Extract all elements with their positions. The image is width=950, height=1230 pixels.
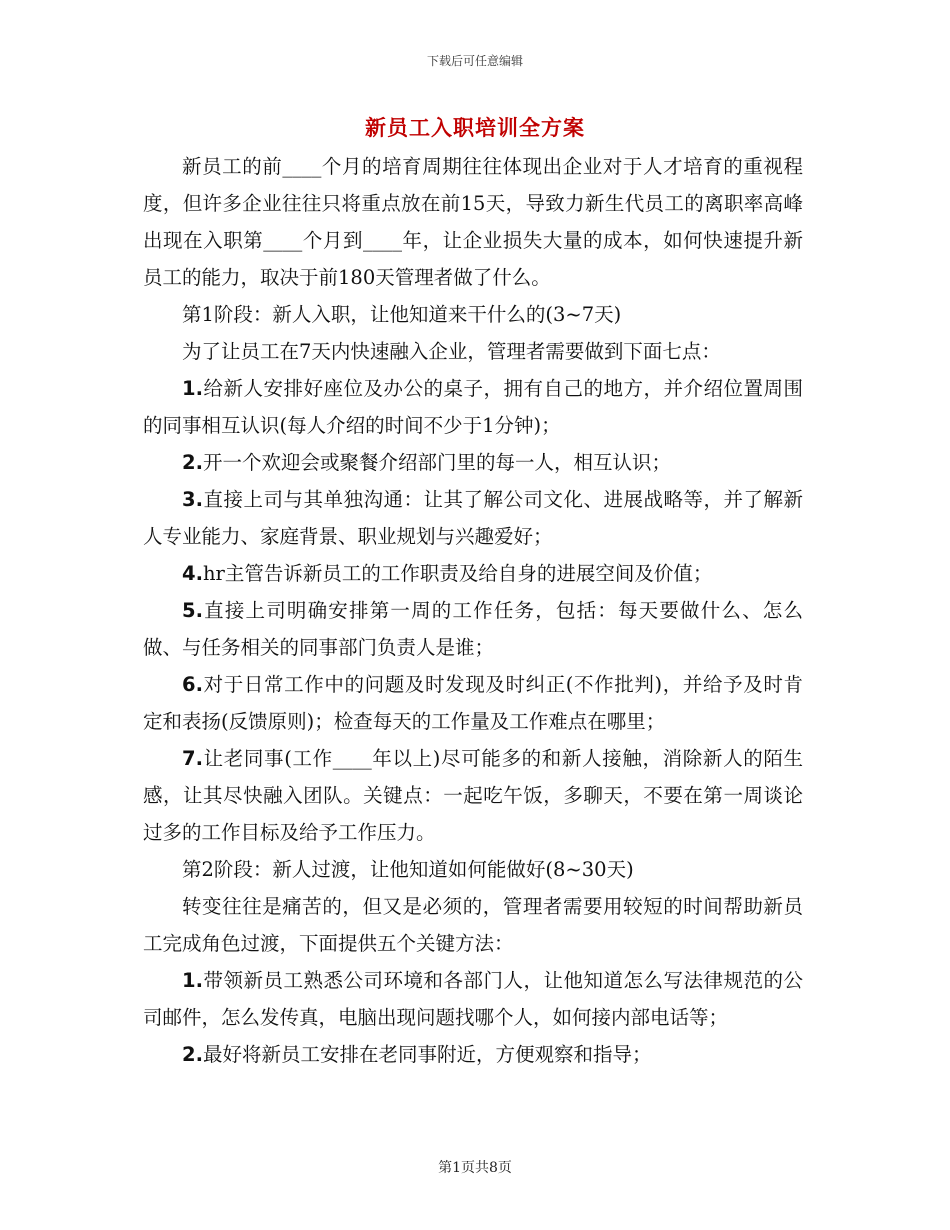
document-title: 新员工入职培训全方案 xyxy=(365,115,585,140)
paragraph-text: 新员工的前____个月的培育周期往往体现出企业对于人才培育的重视程度，但许多企业往往只将重点放在前15天，导致力新生代员工的离职率高峰出现在入职第____个月到____年，让企业损失大量的成本，如何快速提升新员工的能力，取决于前180天管理者做了什么。 xyxy=(143,155,803,289)
list-item-number: 2. xyxy=(182,451,203,474)
paragraph-stage-1-intro xyxy=(143,333,803,370)
list-item-text: 给新人安排好座位及办公的桌子，拥有自己的地方，并介绍位置周围的同事相互认识(每人介绍的时间不少于1分钟)； xyxy=(143,377,803,437)
list-item-number: 5. xyxy=(182,599,203,622)
list-item-number: 1. xyxy=(182,377,203,400)
list-item-number: 4. xyxy=(182,562,203,585)
list-item-text: 直接上司与其单独沟通：让其了解公司文化、进展战略等，并了解新人专业能力、家庭背景、职业规划与兴趣爱好； xyxy=(143,488,803,548)
paragraph-intro xyxy=(143,148,803,296)
list-item-text: 让老同事(工作____年以上)尽可能多的和新人接触，消除新人的陌生感，让其尽快融入团队。关键点：一起吃午饭，多聊天，不要在第一周谈论过多的工作目标及给予工作压力。 xyxy=(143,747,803,844)
list-item xyxy=(143,370,803,444)
paragraph-stage-1-heading xyxy=(143,296,803,333)
paragraph-stage-2-heading xyxy=(143,851,803,888)
list-item xyxy=(143,962,803,1036)
list-item xyxy=(143,666,803,740)
list-item-text: 对于日常工作中的问题及时发现及时纠正(不作批判)，并给予及时肯定和表扬(反馈原则)；检查每天的工作量及工作难点在哪里； xyxy=(143,673,803,733)
list-item-number: 2. xyxy=(182,1043,203,1066)
paragraph-text: 第2阶段：新人过渡，让他知道如何能做好(8~30天) xyxy=(182,858,634,881)
list-item-text: 最好将新员工安排在老同事附近，方便观察和指导； xyxy=(202,1043,652,1066)
document-body xyxy=(143,148,803,1073)
list-item-text: 直接上司明确安排第一周的工作任务，包括：每天要做什么、怎么做、与任务相关的同事部门负责人是谁； xyxy=(143,599,803,659)
paragraph-text: 为了让员工在7天内快速融入企业，管理者需要做到下面七点： xyxy=(182,340,721,363)
list-item-number: 3. xyxy=(182,488,203,511)
list-item xyxy=(143,592,803,666)
paragraph-text: 第1阶段：新人入职，让他知道来干什么的(3~7天) xyxy=(182,303,622,326)
list-item xyxy=(143,740,803,851)
paragraph-stage-2-intro xyxy=(143,888,803,962)
list-item xyxy=(143,481,803,555)
list-item-text: 带领新员工熟悉公司环境和各部门人，让他知道怎么写法律规范的公司邮件，怎么发传真，电脑出现问题找哪个人，如何接内部电话等； xyxy=(143,969,803,1029)
list-item xyxy=(143,1036,803,1073)
list-item-text: hr主管告诉新员工的工作职责及给自身的进展空间及价值； xyxy=(202,562,713,585)
list-item-number: 6. xyxy=(182,673,203,696)
list-item xyxy=(143,555,803,592)
list-item-text: 开一个欢迎会或聚餐介绍部门里的每一人，相互认识； xyxy=(202,451,671,474)
list-item-number: 7. xyxy=(182,747,203,770)
page-header-note: 下载后可任意编辑 xyxy=(426,54,523,68)
page-footer-number: 第1页共8页 xyxy=(438,1160,512,1176)
list-item xyxy=(143,444,803,481)
list-item-number: 1. xyxy=(182,969,203,992)
paragraph-text: 转变往往是痛苦的，但又是必须的，管理者需要用较短的时间帮助新员工完成角色过渡，下面提供五个关键方法： xyxy=(143,895,803,955)
